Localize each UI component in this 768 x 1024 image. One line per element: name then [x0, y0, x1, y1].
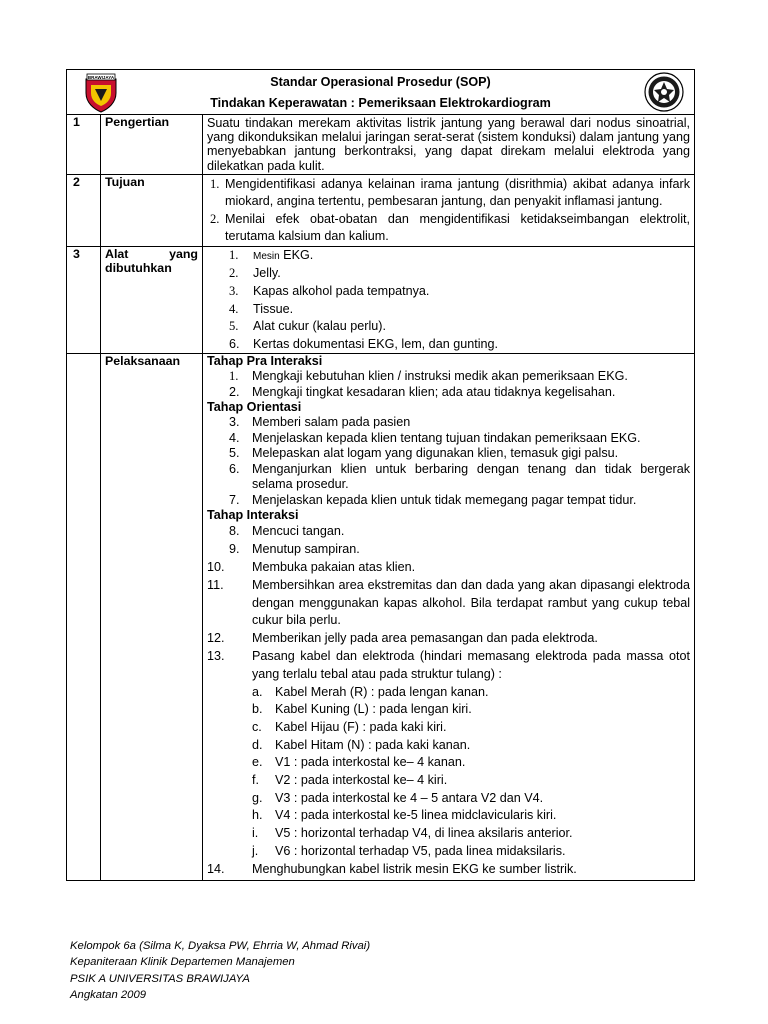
alat-list [207, 247, 690, 354]
row-alat [67, 246, 695, 354]
list-item: 13. Pasang kabel dan elektroda (hindari memasang elektroda pada massa otot yang terlalu tebal atau pada struktur tulang) : a. Kabel Merah (R) : pada lengan kanan. b. Kabel Kuning (L) : pada lengan kiri. c. Kabel Hijau (F) : pada kaki kiri. d. Kabel Hitam (N) : pada kaki kanan. e. V1 : pada interkostal ke– 4 kanan. f. V2 : pada interkostal ke– 4 kiri. g. V3 : pada interkostal ke 4 – 5 antara V2 dan V4. h. V4 : pada interkostal ke-5 linea midclavicularis kiri. i. V5 : horizontal terhadap V4, di linea aksilaris anterior. j. V6 : horizontal terhadap V5, pada linea midaksilaris. [207, 648, 690, 861]
list-item: 12. Memberikan jelly pada area pemasangan dan pada elektroda. [207, 631, 598, 646]
row-label: Pelaksanaan [101, 354, 203, 881]
list-item: a. Kabel Merah (R) : pada lengan kanan. [252, 684, 489, 699]
row-pelaksanaan [67, 354, 695, 881]
list-item: 4. Tissue. [229, 301, 294, 316]
pengertian-text: Suatu tindakan merekam aktivitas listrik jantung yang berawal dari nodus sinoatrial, yang dikonduksikan melalui jaringan serat-serat (sistem konduksi) dalam jantung yang menyebabkan jantung berkontraksi, yang dapat direkam melalui elektroda yang dilekatkan pada kulit. [203, 115, 695, 175]
list-item: 4. Menjelaskan kepada klien tentang tujuan tindakan pemeriksaan EKG. [229, 430, 641, 445]
list-item: h. V4 : pada interkostal ke-5 linea midclavicularis kiri. [252, 808, 557, 823]
footer-line: Kepaniteraan Klinik Departemen Manajemen [70, 956, 295, 969]
list-item: b. Kabel Kuning (L) : pada lengan kiri. [252, 702, 472, 717]
row-number-empty [67, 354, 101, 881]
tujuan-list [207, 176, 690, 246]
footer-line: Kelompok 6a (Silma K, Dyaksa PW, Ehrria W, Ahmad Rivai) [70, 940, 371, 952]
document-footer [70, 938, 370, 1003]
list-item: 2. Mengkaji tingkat kesadaran klien; ada atau tidaknya kegelisahan. [229, 384, 616, 399]
list-item: 1. Mesin EKG. [229, 247, 314, 262]
row-number: 2 [67, 174, 101, 246]
header-titles [67, 70, 694, 114]
list-item: 5. Alat cukur (kalau perlu). [229, 319, 386, 334]
row-pengertian [67, 115, 695, 175]
row-number: 3 [67, 246, 101, 354]
list-item: f. V2 : pada interkostal ke– 4 kiri. [252, 773, 448, 788]
footer-line: PSIK A UNIVERSITAS BRAWIJAYA [70, 972, 250, 985]
sop-document [66, 69, 694, 881]
pra-interaksi-list [207, 369, 690, 400]
list-item: i. V5 : horizontal terhadap V4, di linea aksilaris anterior. [252, 826, 573, 841]
list-item: 5. Melepaskan alat logam yang digunakan klien, temasuk gigi palsu. [229, 446, 619, 461]
list-item: e. V1 : pada interkostal ke– 4 kanan. [252, 755, 466, 770]
header-row [67, 70, 695, 115]
list-item: 9. Menutup sampiran. [229, 542, 360, 557]
brawijaya-logo [83, 73, 119, 113]
list-item: 6. Kertas dokumentasi EKG, lem, dan gunting. [229, 336, 499, 351]
header-area [67, 70, 694, 114]
list-item: 8. Mencuci tangan. [229, 524, 345, 539]
page-title: Standar Operasional Prosedur (SOP) [270, 75, 491, 89]
list-item: j. V6 : horizontal terhadap V5, pada linea midaksilaris. [252, 843, 566, 858]
row-tujuan [67, 174, 695, 246]
list-item: 3. Kapas alkohol pada tempatnya. [229, 284, 430, 298]
section-heading: Tahap Interaksi [207, 508, 299, 523]
list-item: 10. Membuka pakaian atas klien. [207, 559, 416, 574]
list-item: 1. Mengidentifikasi adanya kelainan irama jantung (disrithmia) akibat adanya infark miokard, angina tertentu, pembesaran jantung, dan penyakit inflamasi jantung. [210, 176, 691, 209]
university-seal-icon [642, 71, 686, 113]
brawijaya-logo-text: BRAWIJAYA [87, 75, 115, 80]
orientasi-list [207, 415, 690, 508]
sop-table [66, 69, 695, 881]
list-item: 3. Memberi salam pada pasien [229, 415, 411, 430]
row-label: Tujuan [101, 174, 203, 246]
kabel-sublist [252, 684, 690, 861]
list-item: d. Kabel Hitam (N) : pada kaki kanan. [252, 737, 471, 752]
row-label: Alat yang dibutuhkan [101, 246, 203, 354]
list-item: 2. Menilai efek obat-obatan dan mengidentifikasi ketidakseimbangan elektrolit, terutama kalsium dan kalium. [210, 211, 691, 244]
page-subtitle: Tindakan Keperawatan : Pemeriksaan Elektrokardiogram [210, 96, 551, 110]
list-item: 11. Membersihkan area ekstremitas dan dan dada yang akan dipasangi elektroda dengan menggunakan kapas alkohol. Bila terdapat rambut yang cukup tebal cukur bila perlu. [207, 577, 691, 628]
list-item: 7. Menjelaskan kepada klien untuk tidak memegang pagar tempat tidur. [229, 492, 637, 507]
row-number: 1 [67, 115, 101, 175]
list-item: 6. Menganjurkan klien untuk berbaring dengan tenang dan tidak bergerak selama prosedur. [229, 461, 691, 492]
section-heading: Tahap Pra Interaksi [207, 354, 323, 369]
list-item: 1. Mengkaji kebutuhan klien / instruksi medik akan pemeriksaan EKG. [229, 369, 628, 384]
list-item: g. V3 : pada interkostal ke 4 – 5 antara V2 dan V4. [252, 790, 544, 805]
row-label: Pengertian [101, 115, 203, 175]
list-item: c. Kabel Hijau (F) : pada kaki kiri. [252, 719, 447, 734]
section-heading: Tahap Orientasi [207, 400, 302, 415]
interaksi-list [207, 523, 690, 878]
list-item: 14. Menghubungkan kabel listrik mesin EKG ke sumber listrik. [207, 861, 577, 876]
footer-line: Angkatan 2009 [70, 988, 147, 1001]
list-item: 2. Jelly. [229, 266, 281, 281]
